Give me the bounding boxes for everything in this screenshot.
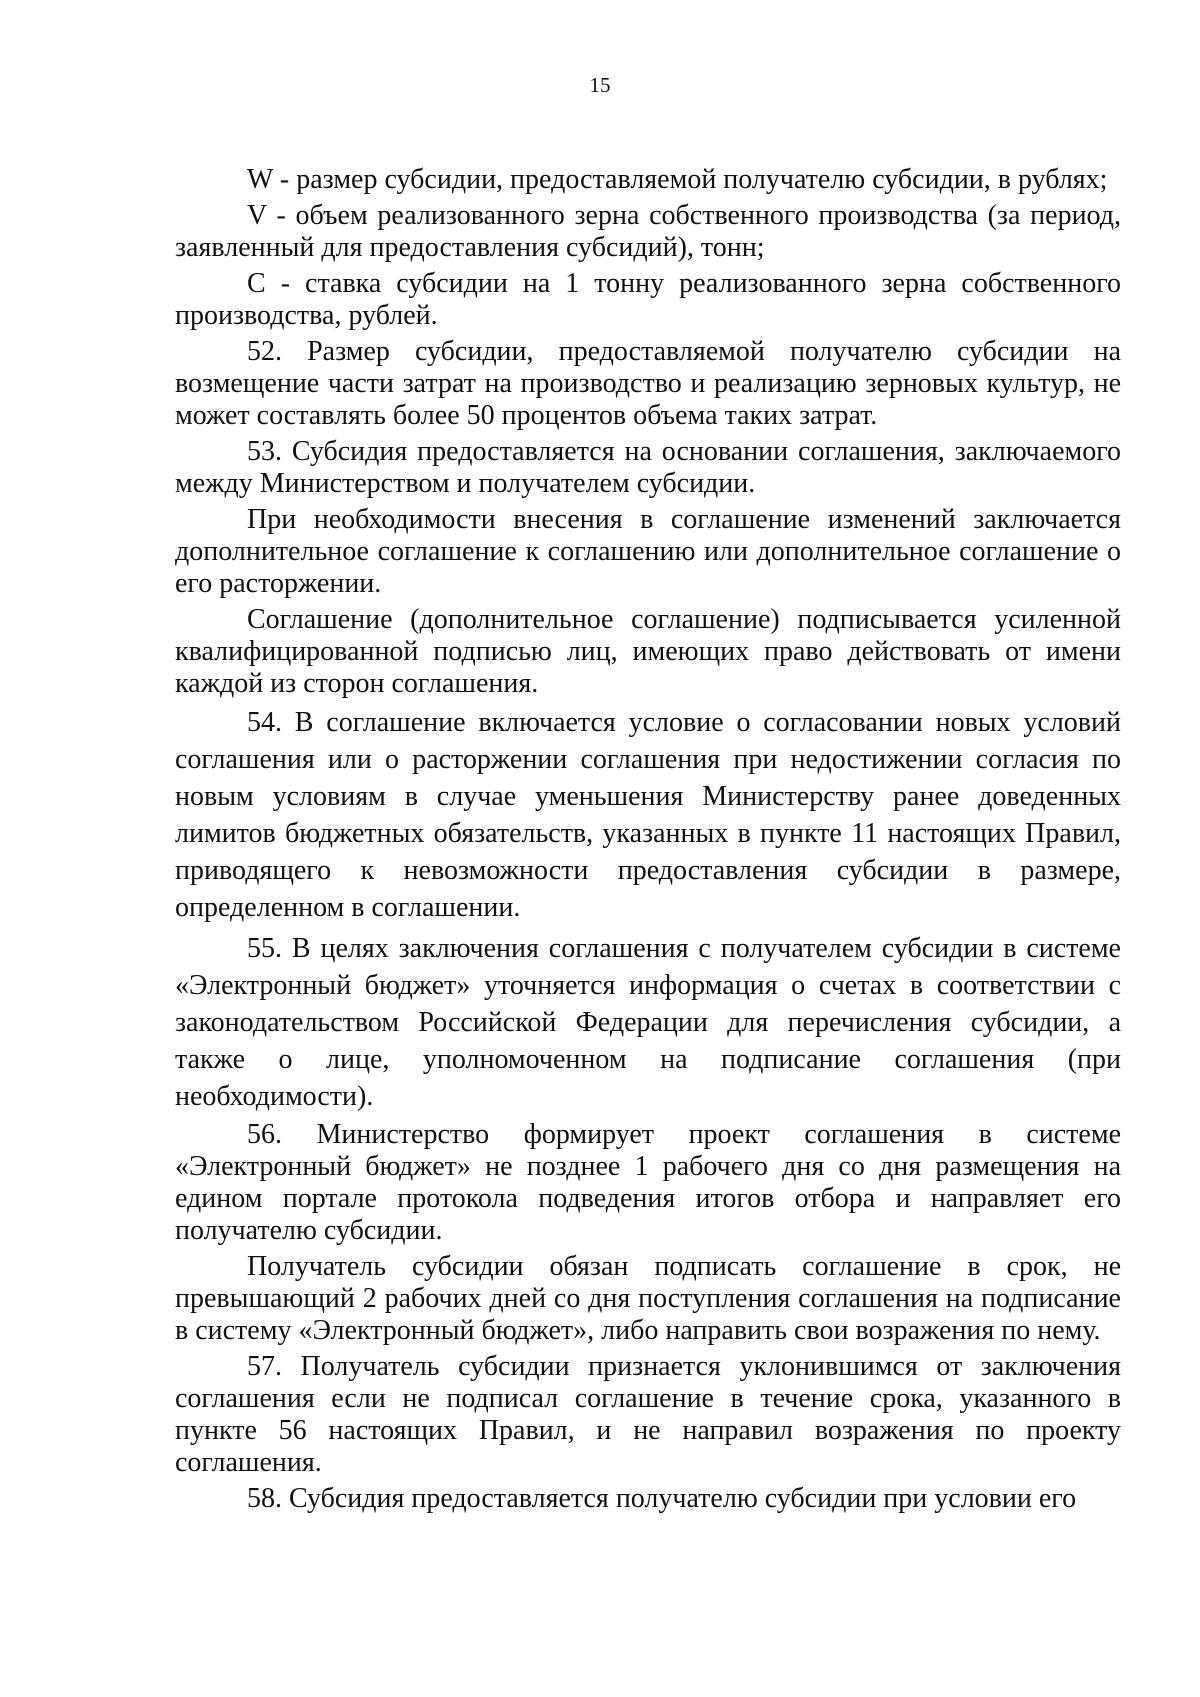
paragraph-56-recipient: Получатель субсидии обязан подписать соглашение в срок, не превышающий 2 рабочих дней со дня поступления соглашения на подписание в систему «Электронный бюджет», либо направить свои возражения по нему. [175,1251,1121,1346]
paragraph-57: 57. Получатель субсидии признается уклонившимся от заключения соглашения если не подписал соглашение в течение срока, указанного в пункте 56 настоящих Правил, и не направил возражения по проекту соглашения. [175,1351,1121,1478]
document-body [175,164,1121,1519]
paragraph-w-definition: W - размер субсидии, предоставляемой получателю субсидии, в рублях; [247,164,1108,195]
paragraph-58: 58. Субсидия предоставляется получателю субсидии при условии его [247,1483,1077,1514]
paragraph-55: 55. В целях заключения соглашения с получателем субсидии в системе «Электронный бюджет» уточняется информация о счетах в соответствии с законодательством Российской Федерации для перечисления субсидии, а также о лице, уполномоченном на подписание соглашения (при необходимости). [175,933,1121,1112]
page-number: 15 [589,73,611,97]
paragraph-53-signature: Соглашение (дополнительное соглашение) подписывается усиленной квалифицированной подписью лиц, имеющих право действовать от имени каждой из сторон соглашения. [175,604,1121,699]
paragraph-52: 52. Размер субсидии, предоставляемой получателю субсидии на возмещение части затрат на производство и реализацию зерновых культур, не может составлять более 50 процентов объема таких затрат. [175,336,1121,431]
paragraph-c-definition: С - ставка субсидии на 1 тонну реализованного зерна собственного производства, рублей. [175,268,1121,331]
paragraph-53-amendments: При необходимости внесения в соглашение изменений заключается дополнительное соглашение к соглашению или дополнительное соглашение о его расторжении. [175,504,1121,599]
paragraph-56: 56. Министерство формирует проект соглашения в системе «Электронный бюджет» не позднее 1 рабочего дня со дня размещения на едином портале протокола подведения итогов отбора и направляет его получателю субсидии. [175,1119,1121,1246]
paragraph-v-definition: V - объем реализованного зерна собственного производства (за период, заявленный для предоставления субсидий), тонн; [175,200,1121,263]
paragraph-54: 54. В соглашение включается условие о согласовании новых условий соглашения или о расторжении соглашения при недостижении согласия по новым условиям в случае уменьшения Министерству ранее доведенных лимитов бюджетных обязательств, указанных в пункте 11 настоящих Правил, приводящего к невозможности предоставления субсидии в размере, определенном в соглашении. [175,707,1121,923]
paragraph-53: 53. Субсидия предоставляется на основании соглашения, заключаемого между Министерством и получателем субсидии. [175,436,1121,499]
